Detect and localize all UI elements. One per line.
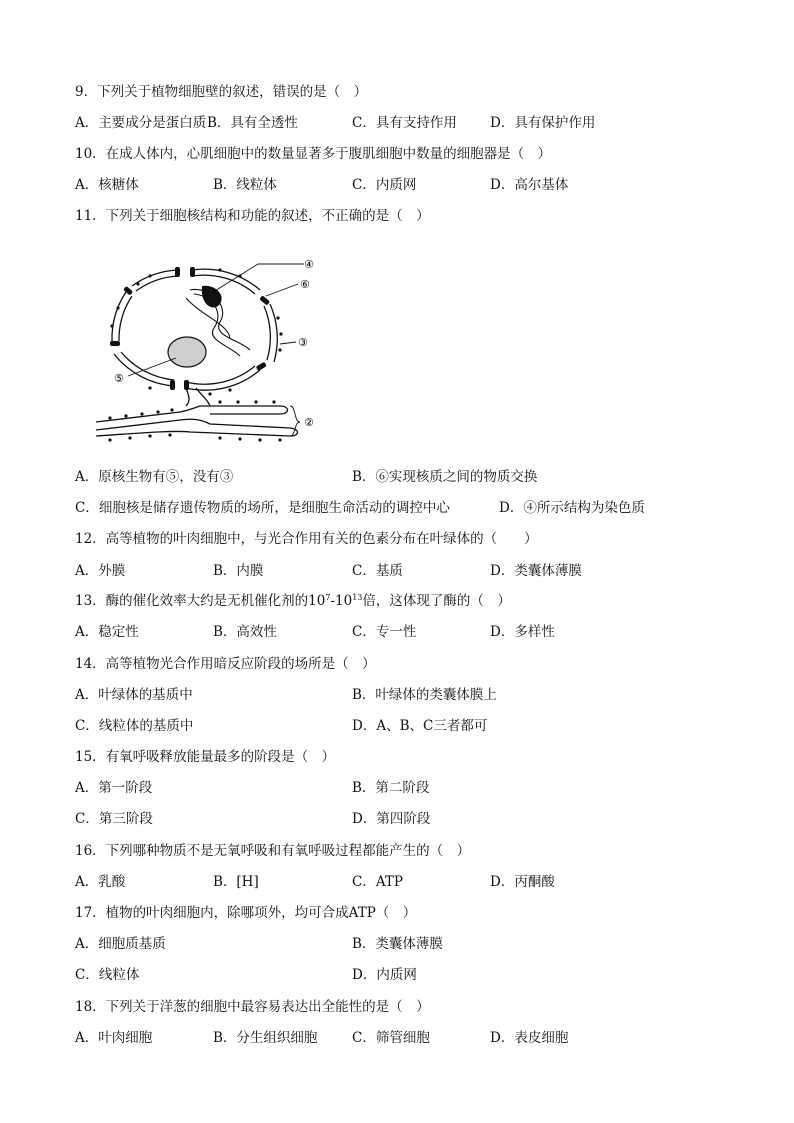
q14-option-c[interactable]: C．线粒体的基质中 [75,718,194,734]
q17-option-a[interactable]: A．细胞质基质 [75,936,166,952]
q18-option-d[interactable]: D．表皮细胞 [490,1030,569,1046]
question-18-stem: 18．下列关于洋葱的细胞中最容易表达出全能性的是（ ） [75,999,430,1015]
q16-option-b[interactable]: B．[H] [213,874,259,890]
q10-option-d[interactable]: D．高尔基体 [490,177,569,193]
q11-option-d[interactable]: D．④所示结构为染色质 [499,500,645,516]
q9-option-a[interactable]: A．主要成分是蛋白质 [75,115,207,131]
question-9-stem: 9．下列关于植物细胞壁的叙述，错误的是（ ） [75,84,368,100]
q16-option-a[interactable]: A．乳酸 [75,874,126,890]
nucleus-diagram [90,246,330,446]
q11-option-a[interactable]: A．原核生物有⑤，没有③ [75,469,234,485]
q18-option-a[interactable]: A．叶肉细胞 [75,1030,153,1046]
label-2: ② [304,416,314,429]
question-13-stem: 13．酶的催化效率大约是无机催化剂的$10^7-10^{13}$倍，这体现了酶的（ ） [75,593,511,609]
q13-option-d[interactable]: D．多样性 [490,624,555,640]
label-5: ⑤ [114,372,124,385]
q18-option-b[interactable]: B．分生组织细胞 [213,1030,318,1046]
question-10-stem: 10．在成人体内，心肌细胞中的数量显著多于腹肌细胞中数量的细胞器是（ ） [75,146,552,162]
label-3: ③ [298,336,308,349]
q12-option-c[interactable]: C．基质 [352,563,403,579]
q15-option-b[interactable]: B．第二阶段 [352,780,430,796]
q14-option-a[interactable]: A．叶绿体的基质中 [75,687,193,703]
q14-option-d[interactable]: D．A、B、C三者都可 [352,718,488,734]
question-14-stem: 14．高等植物光合作用暗反应阶段的场所是（ ） [75,656,376,672]
q11-option-b[interactable]: B．⑥实现核质之间的物质交换 [352,469,538,485]
q11-option-c[interactable]: C．细胞核是储存遗传物质的场所，是细胞生命活动的调控中心 [75,500,450,516]
q14-option-b[interactable]: B．叶绿体的类囊体膜上 [352,687,497,703]
q9-option-c[interactable]: C．具有支持作用 [352,115,457,131]
nucleus-diagram-svg [90,246,330,446]
question-11-stem: 11．下列关于细胞核结构和功能的叙述，不正确的是（ ） [75,208,430,224]
q15-option-c[interactable]: C．第三阶段 [75,811,153,827]
q15-option-a[interactable]: A．第一阶段 [75,780,153,796]
q17-option-d[interactable]: D．内质网 [352,967,417,983]
q10-option-a[interactable]: A．核糖体 [75,177,139,193]
q10-option-b[interactable]: B．线粒体 [213,177,277,193]
question-15-stem: 15．有氧呼吸释放能量最多的阶段是（ ） [75,749,336,765]
q13-option-b[interactable]: B．高效性 [213,624,277,640]
q17-option-c[interactable]: C．线粒体 [75,967,140,983]
q15-option-d[interactable]: D．第四阶段 [352,811,431,827]
q13-option-c[interactable]: C．专一性 [352,624,417,640]
q10-option-c[interactable]: C．内质网 [352,177,417,193]
question-16-stem: 16．下列哪种物质不是无氧呼吸和有氧呼吸过程都能产生的（ ） [75,843,471,859]
q12-option-d[interactable]: D．类囊体薄膜 [490,563,582,579]
q17-option-b[interactable]: B．类囊体薄膜 [352,936,443,952]
label-6: ⑥ [300,278,310,291]
q12-option-a[interactable]: A．外膜 [75,563,126,579]
q9-option-d[interactable]: D．具有保护作用 [490,115,596,131]
label-4: ④ [304,258,314,271]
q16-option-d[interactable]: D．丙酮酸 [490,874,555,890]
q13-option-a[interactable]: A．稳定性 [75,624,139,640]
q18-option-c[interactable]: C．筛管细胞 [352,1030,430,1046]
question-17-stem: 17．植物的叶肉细胞内，除哪项外，均可合成ATP（ ） [75,905,417,921]
q12-option-b[interactable]: B．内膜 [213,563,264,579]
q9-option-b[interactable]: B．具有全透性 [207,115,298,131]
question-12-stem: 12．高等植物的叶肉细胞中，与光合作用有关的色素分布在叶绿体的（ ） [75,531,538,547]
q16-option-c[interactable]: C．ATP [352,874,403,890]
